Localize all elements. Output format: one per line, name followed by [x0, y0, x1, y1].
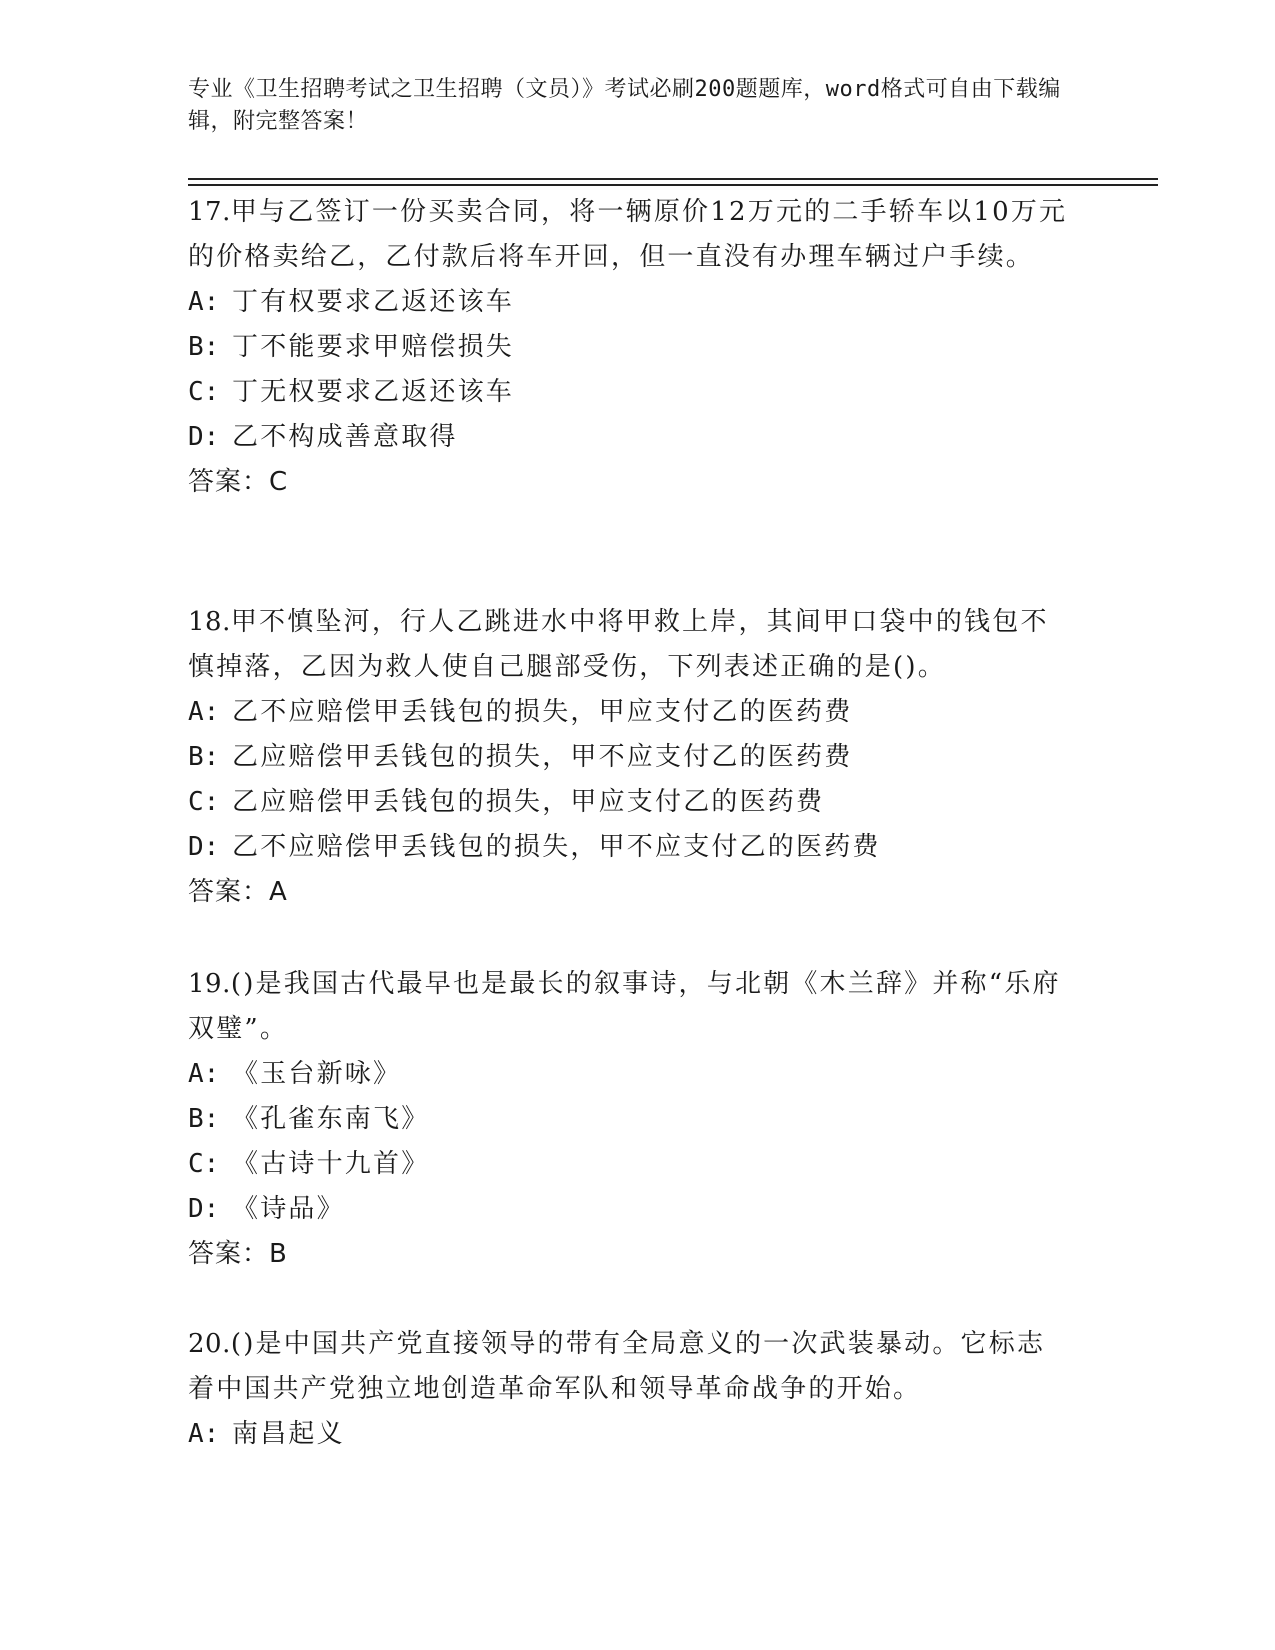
- answer-line: 答案：C: [188, 467, 289, 497]
- question-stem: [188, 962, 1068, 1052]
- option-letter: C:: [188, 1149, 220, 1179]
- option-text: 乙应赔偿甲丢钱包的损失，甲不应支付乙的医药费: [232, 742, 853, 772]
- document-header: [188, 74, 1068, 138]
- option-text: 乙应赔偿甲丢钱包的损失，甲应支付乙的医药费: [232, 787, 825, 817]
- option-c: [188, 370, 1068, 415]
- question-text: 甲不慎坠河，行人乙跳进水中将甲救上岸，其间甲口袋中的钱包不慎掉落，乙因为救人使自己腿部受伤，下列表述正确的是()。: [188, 607, 1049, 682]
- question-stem: [188, 600, 1068, 690]
- option-letter: B:: [188, 742, 220, 772]
- option-a: [188, 1052, 1068, 1097]
- option-letter: C:: [188, 787, 220, 817]
- question-number: 20.: [188, 1329, 231, 1359]
- option-d: [188, 415, 1068, 460]
- option-letter: A:: [188, 1059, 220, 1089]
- question-19: [188, 962, 1068, 1277]
- option-text: 乙不构成善意取得: [232, 422, 458, 452]
- option-text: 乙不应赔偿甲丢钱包的损失，甲应支付乙的医药费: [232, 697, 853, 727]
- option-letter: D:: [188, 832, 220, 862]
- option-text: 《诗品》: [232, 1194, 345, 1224]
- option-letter: A:: [188, 697, 220, 727]
- option-letter: C:: [188, 377, 220, 407]
- header-divider-bottom: [188, 184, 1158, 186]
- option-letter: D:: [188, 422, 220, 452]
- option-text: 丁不能要求甲赔偿损失: [232, 332, 515, 362]
- option-letter: A:: [188, 287, 220, 317]
- question-stem: [188, 190, 1068, 280]
- option-c: [188, 780, 1068, 825]
- option-text: 《古诗十九首》: [232, 1149, 430, 1179]
- option-a: [188, 1412, 1068, 1457]
- option-letter: B:: [188, 1104, 220, 1134]
- option-b: [188, 325, 1068, 370]
- question-number: 19.: [188, 969, 231, 999]
- question-20: [188, 1322, 1068, 1457]
- question-text: 甲与乙签订一份买卖合同，将一辆原价12万元的二手轿车以10万元的价格卖给乙，乙付款后将车开回，但一直没有办理车辆过户手续。: [188, 197, 1068, 272]
- option-text: 丁有权要求乙返还该车: [232, 287, 515, 317]
- option-text: 《玉台新咏》: [232, 1059, 402, 1089]
- option-text: 丁无权要求乙返还该车: [232, 377, 515, 407]
- answer-line: 答案：A: [188, 877, 288, 907]
- question-text: ()是中国共产党直接领导的带有全局意义的一次武装暴动。它标志着中国共产党独立地创造革命军队和领导革命战争的开始。: [188, 1329, 1046, 1404]
- question-number: 17.: [188, 197, 231, 227]
- option-text: 南昌起义: [232, 1419, 345, 1449]
- question-17: [188, 190, 1068, 505]
- question-18: [188, 600, 1068, 915]
- option-c: [188, 1142, 1068, 1187]
- option-letter: B:: [188, 332, 220, 362]
- question-stem: [188, 1322, 1068, 1412]
- question-text: ()是我国古代最早也是最长的叙事诗，与北朝《木兰辞》并称“乐府双璧”。: [188, 969, 1061, 1044]
- option-d: [188, 825, 1068, 870]
- option-a: [188, 280, 1068, 325]
- option-b: [188, 735, 1068, 780]
- document-page: [188, 0, 1158, 1650]
- option-b: [188, 1097, 1068, 1142]
- header-divider-top: [188, 178, 1158, 180]
- option-d: [188, 1187, 1068, 1232]
- option-text: 《孔雀东南飞》: [232, 1104, 430, 1134]
- option-text: 乙不应赔偿甲丢钱包的损失，甲不应支付乙的医药费: [232, 832, 881, 862]
- question-number: 18.: [188, 607, 231, 637]
- answer-line: 答案：B: [188, 1239, 288, 1269]
- option-letter: A:: [188, 1419, 220, 1449]
- header-text: 专业《卫生招聘考试之卫生招聘（文员）》考试必刷200题题库，word格式可自由下载编辑，附完整答案！: [188, 77, 1061, 134]
- option-letter: D:: [188, 1194, 220, 1224]
- option-a: [188, 690, 1068, 735]
